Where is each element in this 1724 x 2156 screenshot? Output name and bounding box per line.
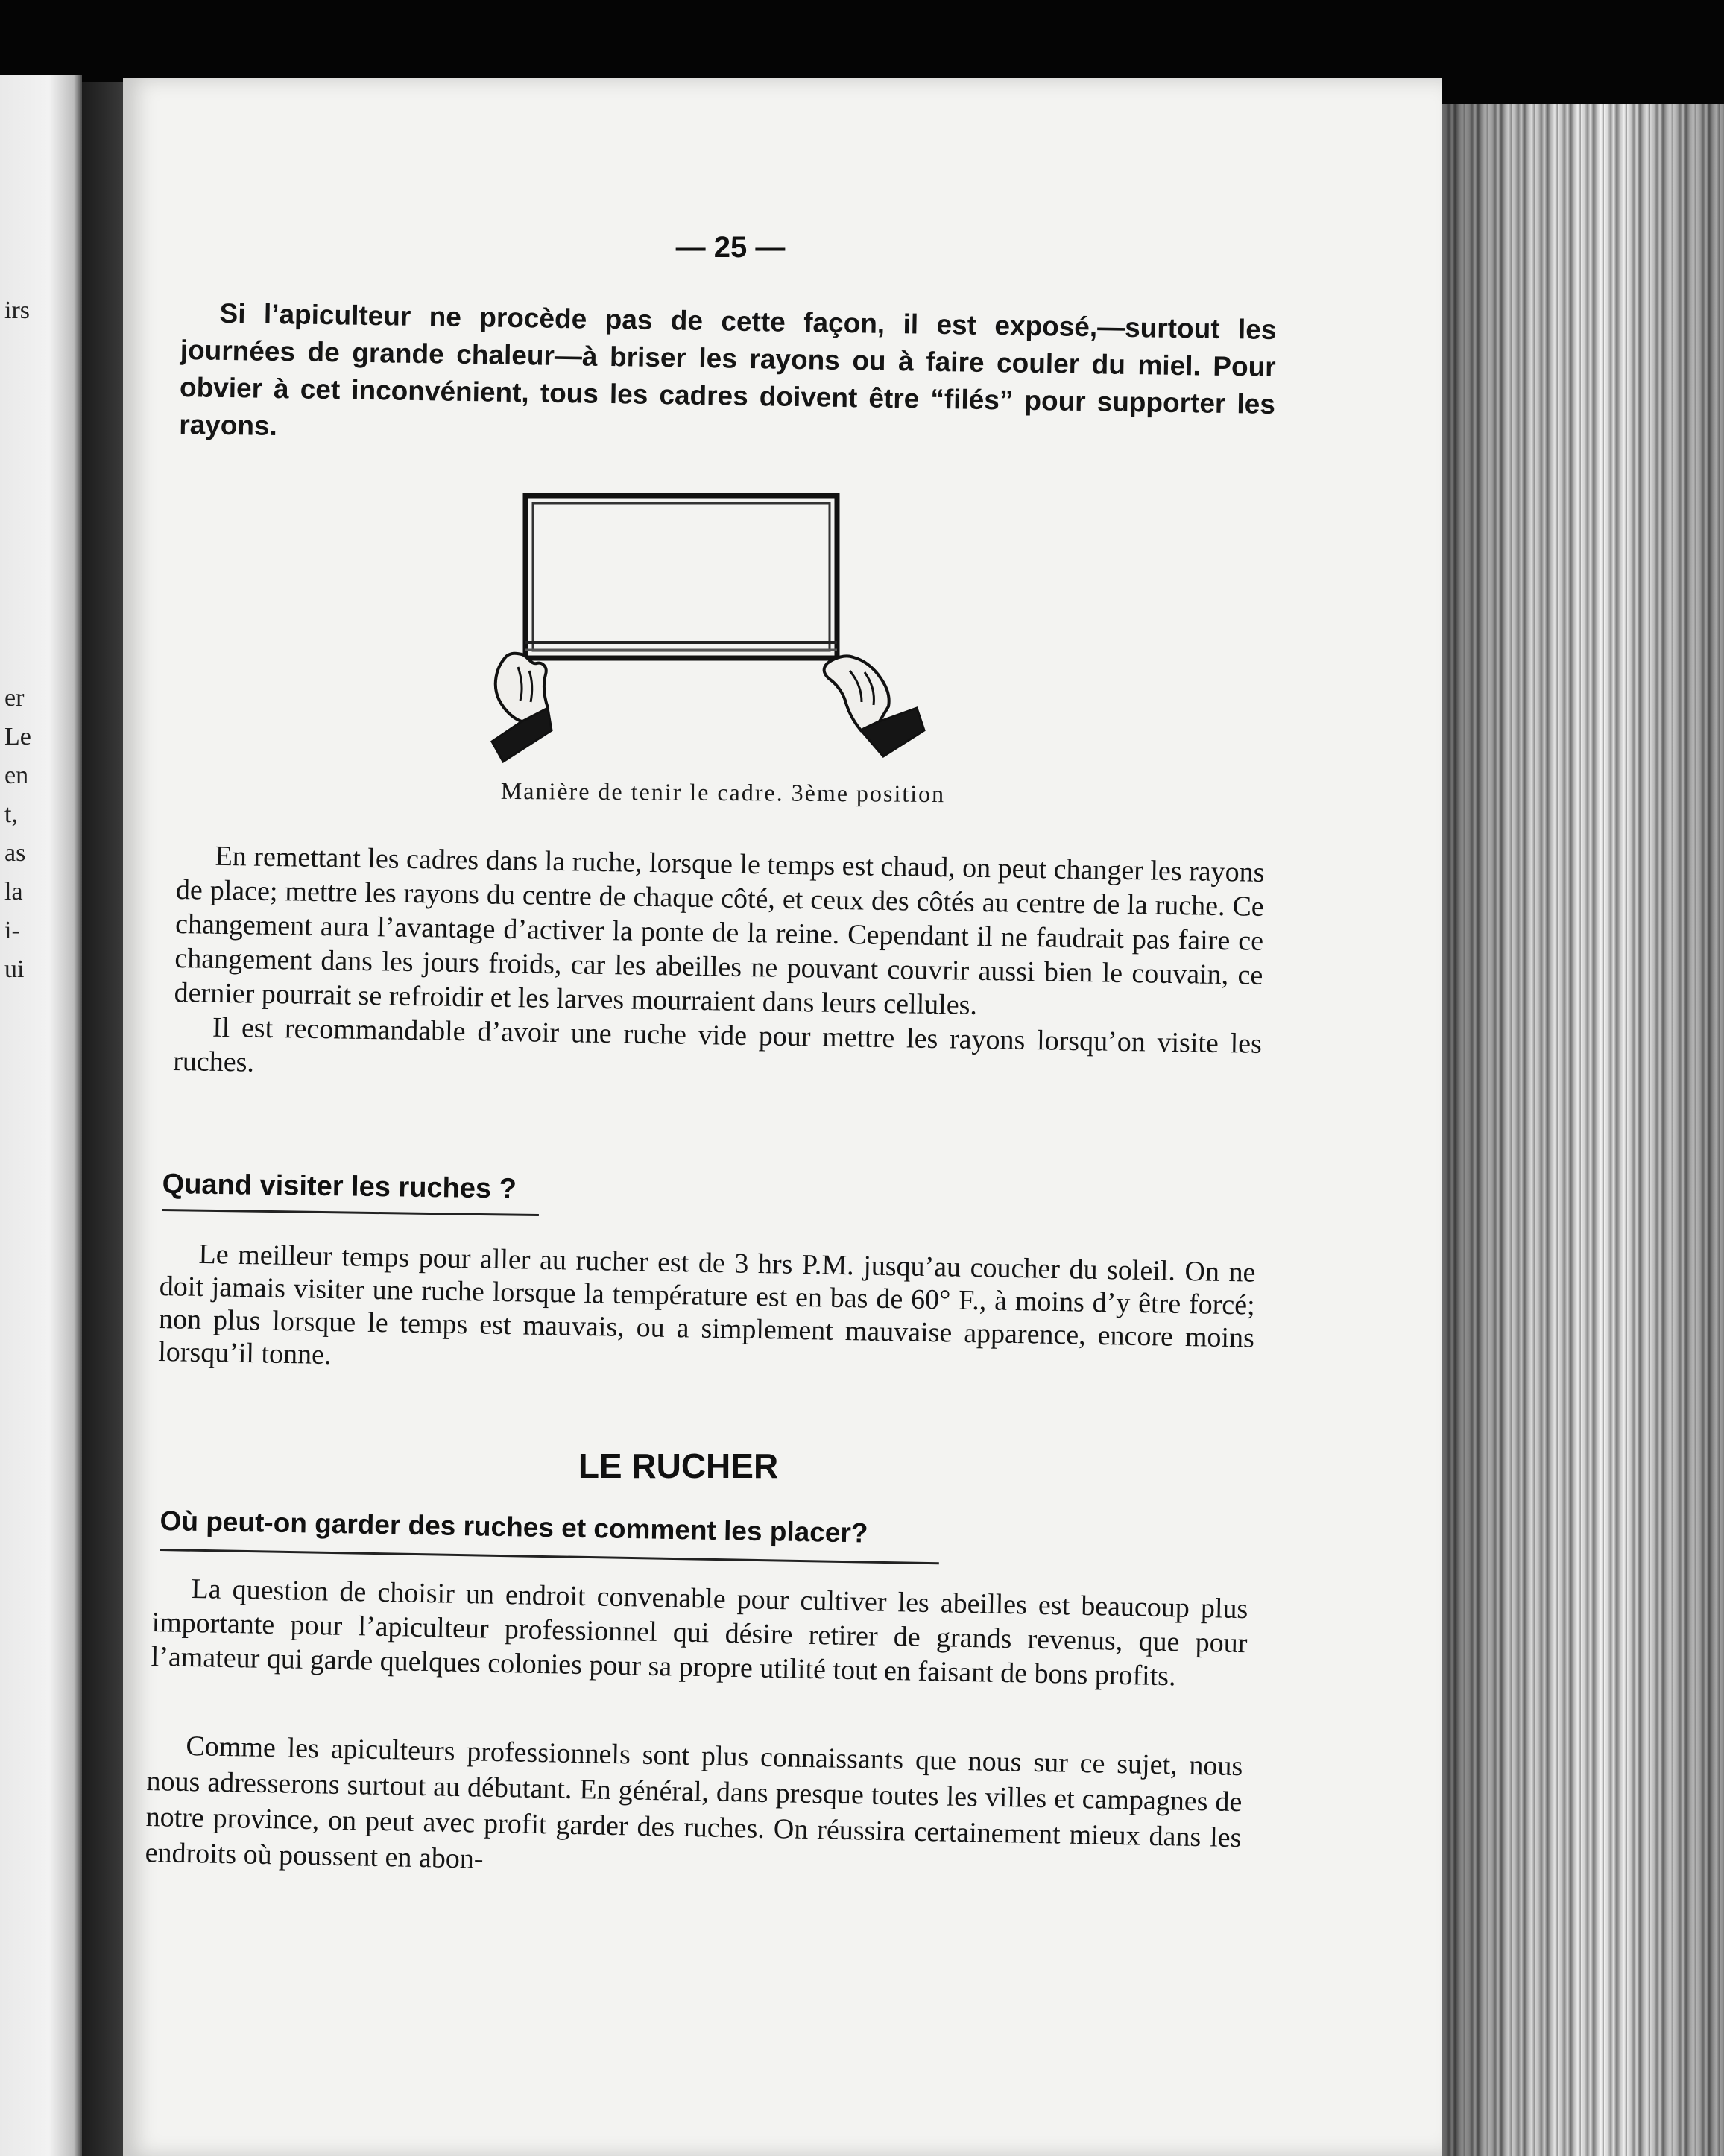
paragraph-text: Il est recommandable d’avoir une ruche vide pour mettre les rayons lorsqu’on visite les ruches. — [172, 1011, 1263, 1078]
left-page-fragment: er — [4, 684, 25, 712]
left-page-fragment: t, — [4, 800, 18, 828]
left-page-fragment: la — [4, 878, 23, 905]
paragraph — [158, 1237, 1256, 1388]
section-heading: Quand visiter les ruches ? — [162, 1169, 517, 1205]
page-number: — 25 — — [675, 231, 786, 264]
left-page-fragment: en — [4, 762, 29, 789]
paragraph — [179, 294, 1277, 461]
left-page-fragment: i- — [4, 917, 20, 944]
figure-caption: Manière de tenir le cadre. 3ème position — [500, 777, 946, 808]
left-page-edge — [0, 75, 82, 2156]
paragraph — [145, 1727, 1243, 1891]
chapter-heading: LE RUCHER — [578, 1447, 779, 1485]
paragraph-text: Le meilleur temps pour aller au rucher est de 3 hrs P.M. jusqu’au coucher du soleil. On ne doit jamais visiter une ruche lorsque la température est en bas de 60° F., à moins d’y être forcé; non plus lorsque le temps est mauvais, ou a simplement mauvaise apparence, encore moins lorsqu’il tonne. — [157, 1238, 1256, 1371]
hands-holding-frame-icon — [477, 484, 954, 783]
paragraph — [151, 1571, 1248, 1695]
left-page-fragment: irs — [4, 297, 30, 324]
book-gutter — [82, 82, 127, 2156]
paragraph-text: La question de choisir un endroit convenable pour cultiver les abeilles est beaucoup plus importante pour l’apiculteur professionnel qui désire retirer de grands revenus, que pour l’amateur qui garde quelques colonies pour sa propre utilité tout en faisant de bons profits. — [151, 1572, 1248, 1692]
paragraph-text: Comme les apiculteurs professionnels sont plus connaissants que nous sur ce sujet, nous nous adresserons surtout au débutant. En général, dans presque toutes les villes et campagnes de notre province, on peut avec profit garder des ruches. On réussira certainement mieux dans les endroits où poussent en abon- — [145, 1730, 1243, 1875]
section-heading: Où peut-on garder des ruches et comment les placer? — [160, 1505, 868, 1549]
paragraph-text: Si l’apiculteur ne procède pas de cette façon, il est exposé,—surtout les journées de grande chaleur—à briser les rayons ou à faire couler du miel. Pour obvier à cet inconvénient, tous les cadres doivent être “filés” pour supporter les rayons. — [178, 297, 1277, 442]
left-page-fragment: Le — [4, 723, 31, 750]
frame-illustration — [477, 484, 954, 783]
paragraph-text: En remettant les cadres dans la ruche, lorsque le temps est chaud, on peut changer les rayons de place; mettre les rayons du centre de chaque côté, et ceux des côtés au centre de la ruche. Ce changement aura l’avantage d’activer la ponte de la reine. Cependant il ne faudrait pas faire ce changement dans les jours froids, car les abeilles ne pouvant couvrir aussi bien le couvain, ce dernier pourrait se refroidir et les larves mourraient dans leurs cellules. — [174, 840, 1265, 1021]
left-page-fragment: as — [4, 839, 26, 867]
page-stack-shadow — [1442, 104, 1724, 2156]
left-page-fragment: ui — [4, 955, 25, 983]
paragraph — [173, 838, 1265, 1096]
